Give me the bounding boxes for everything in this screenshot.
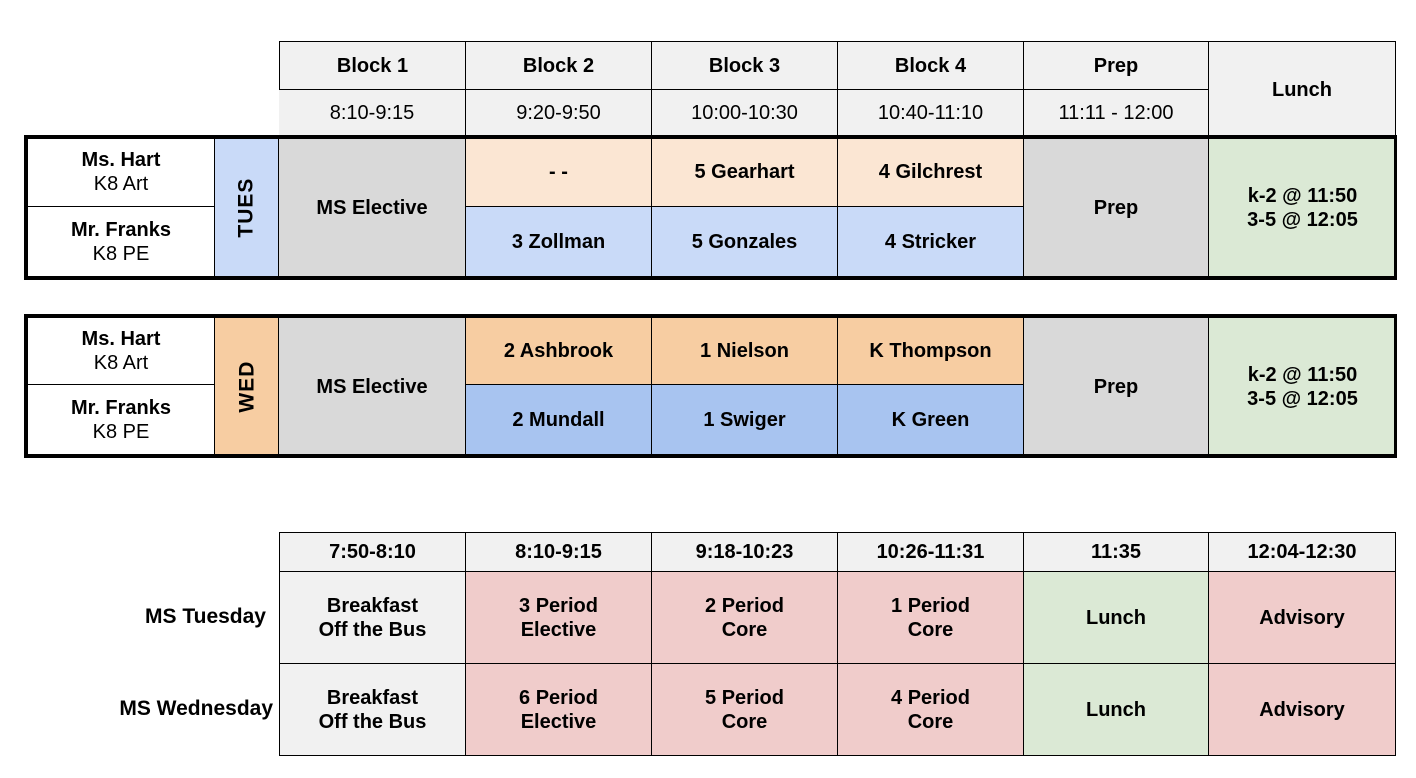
cell-line: Core: [907, 710, 954, 733]
teacher-subject: K8 Art: [93, 352, 149, 374]
ms-time-header: 9:18-10:23: [652, 532, 838, 572]
class-cell: 3 Zollman: [466, 207, 652, 277]
ms-cell-lunch: Lunch: [1024, 664, 1209, 756]
cell-line: Off the Bus: [318, 618, 427, 641]
cell-line: Elective: [520, 618, 597, 641]
ms-cell-period: [652, 664, 838, 756]
cell-line: 5 Period: [705, 686, 784, 709]
teacher-hart: [28, 318, 215, 385]
block-4-time: 10:40-11:10: [838, 90, 1024, 137]
cell-line: Core: [907, 618, 954, 641]
block-4-header: Block 4: [838, 41, 1024, 90]
ms-time-header: 11:35: [1024, 532, 1209, 572]
lunch-line: 3-5 @ 12:05: [1247, 387, 1358, 410]
block-2-header: Block 2: [466, 41, 652, 90]
teacher-subject: K8 PE: [92, 421, 150, 443]
ms-time-header: 12:04-12:30: [1209, 532, 1396, 572]
ms-time-header: 10:26-11:31: [838, 532, 1024, 572]
lunch-line: 3-5 @ 12:05: [1247, 208, 1358, 231]
cell-line: 1 Period: [891, 594, 970, 617]
day-label-wed: [215, 318, 279, 455]
ms-cell-period: [652, 572, 838, 664]
class-cell: 2 Ashbrook: [466, 318, 652, 385]
block-1-time: 8:10-9:15: [279, 90, 466, 137]
ms-row-label: MS Wednesday: [119, 697, 273, 720]
table-border: [1394, 314, 1397, 458]
block-2-time: 9:20-9:50: [466, 90, 652, 137]
teacher-hart: [28, 138, 215, 207]
cell-line: Breakfast: [326, 686, 419, 709]
class-cell: K Green: [838, 385, 1024, 455]
teacher-name: Ms. Hart: [81, 149, 161, 171]
lunch-cell: [1209, 138, 1396, 277]
ms-cell-advisory: Advisory: [1209, 664, 1396, 756]
teacher-franks: [28, 207, 215, 277]
cell-line: Off the Bus: [318, 710, 427, 733]
block-1-elective: MS Elective: [279, 138, 466, 277]
ms-cell-period: [838, 572, 1024, 664]
prep-header: Prep: [1024, 41, 1209, 90]
cell-line: 3 Period: [519, 594, 598, 617]
teacher-name: Ms. Hart: [81, 328, 161, 350]
prep-cell: Prep: [1024, 318, 1209, 455]
class-cell: - -: [466, 138, 652, 207]
day-label-tues: [215, 138, 279, 277]
class-cell: 5 Gearhart: [652, 138, 838, 207]
ms-time-header: 7:50-8:10: [279, 532, 466, 572]
ms-row-label: MS Tuesday: [145, 605, 266, 628]
teacher-franks: [28, 385, 215, 455]
day-text: WED: [234, 360, 258, 413]
lunch-header: Lunch: [1209, 41, 1396, 137]
block-1-header: Block 1: [279, 41, 466, 90]
cell-line: 6 Period: [519, 686, 598, 709]
class-cell: 1 Swiger: [652, 385, 838, 455]
class-cell: 4 Gilchrest: [838, 138, 1024, 207]
table-border: [24, 135, 1397, 139]
teacher-subject: K8 Art: [93, 173, 149, 195]
lunch-cell: [1209, 318, 1396, 455]
cell-line: 2 Period: [705, 594, 784, 617]
cell-line: 4 Period: [891, 686, 970, 709]
class-cell: 5 Gonzales: [652, 207, 838, 277]
ms-cell-period: [838, 664, 1024, 756]
table-border: [24, 276, 1397, 280]
prep-cell: Prep: [1024, 138, 1209, 277]
block-3-time: 10:00-10:30: [652, 90, 838, 137]
day-text: TUES: [234, 177, 258, 238]
teacher-subject: K8 PE: [92, 243, 150, 265]
cell-line: Breakfast: [326, 594, 419, 617]
ms-cell-breakfast: [279, 572, 466, 664]
table-border: [24, 314, 28, 458]
lunch-line: k-2 @ 11:50: [1247, 184, 1358, 207]
ms-time-header: 8:10-9:15: [466, 532, 652, 572]
block-1-elective: MS Elective: [279, 318, 466, 455]
ms-cell-breakfast: [279, 664, 466, 756]
teacher-name: Mr. Franks: [70, 397, 172, 419]
prep-time: 11:11 - 12:00: [1024, 90, 1209, 137]
ms-cell-period: [466, 664, 652, 756]
teacher-name: Mr. Franks: [70, 219, 172, 241]
ms-cell-period: [466, 572, 652, 664]
table-border: [24, 314, 1397, 318]
cell-line: Elective: [520, 710, 597, 733]
cell-line: Core: [721, 710, 768, 733]
class-cell: 1 Nielson: [652, 318, 838, 385]
table-border: [24, 135, 28, 280]
ms-cell-lunch: Lunch: [1024, 572, 1209, 664]
lunch-line: k-2 @ 11:50: [1247, 363, 1358, 386]
class-cell: 4 Stricker: [838, 207, 1024, 277]
table-border: [1394, 135, 1397, 280]
block-3-header: Block 3: [652, 41, 838, 90]
cell-line: Core: [721, 618, 768, 641]
class-cell: 2 Mundall: [466, 385, 652, 455]
class-cell: K Thompson: [838, 318, 1024, 385]
ms-cell-advisory: Advisory: [1209, 572, 1396, 664]
table-border: [24, 454, 1397, 458]
